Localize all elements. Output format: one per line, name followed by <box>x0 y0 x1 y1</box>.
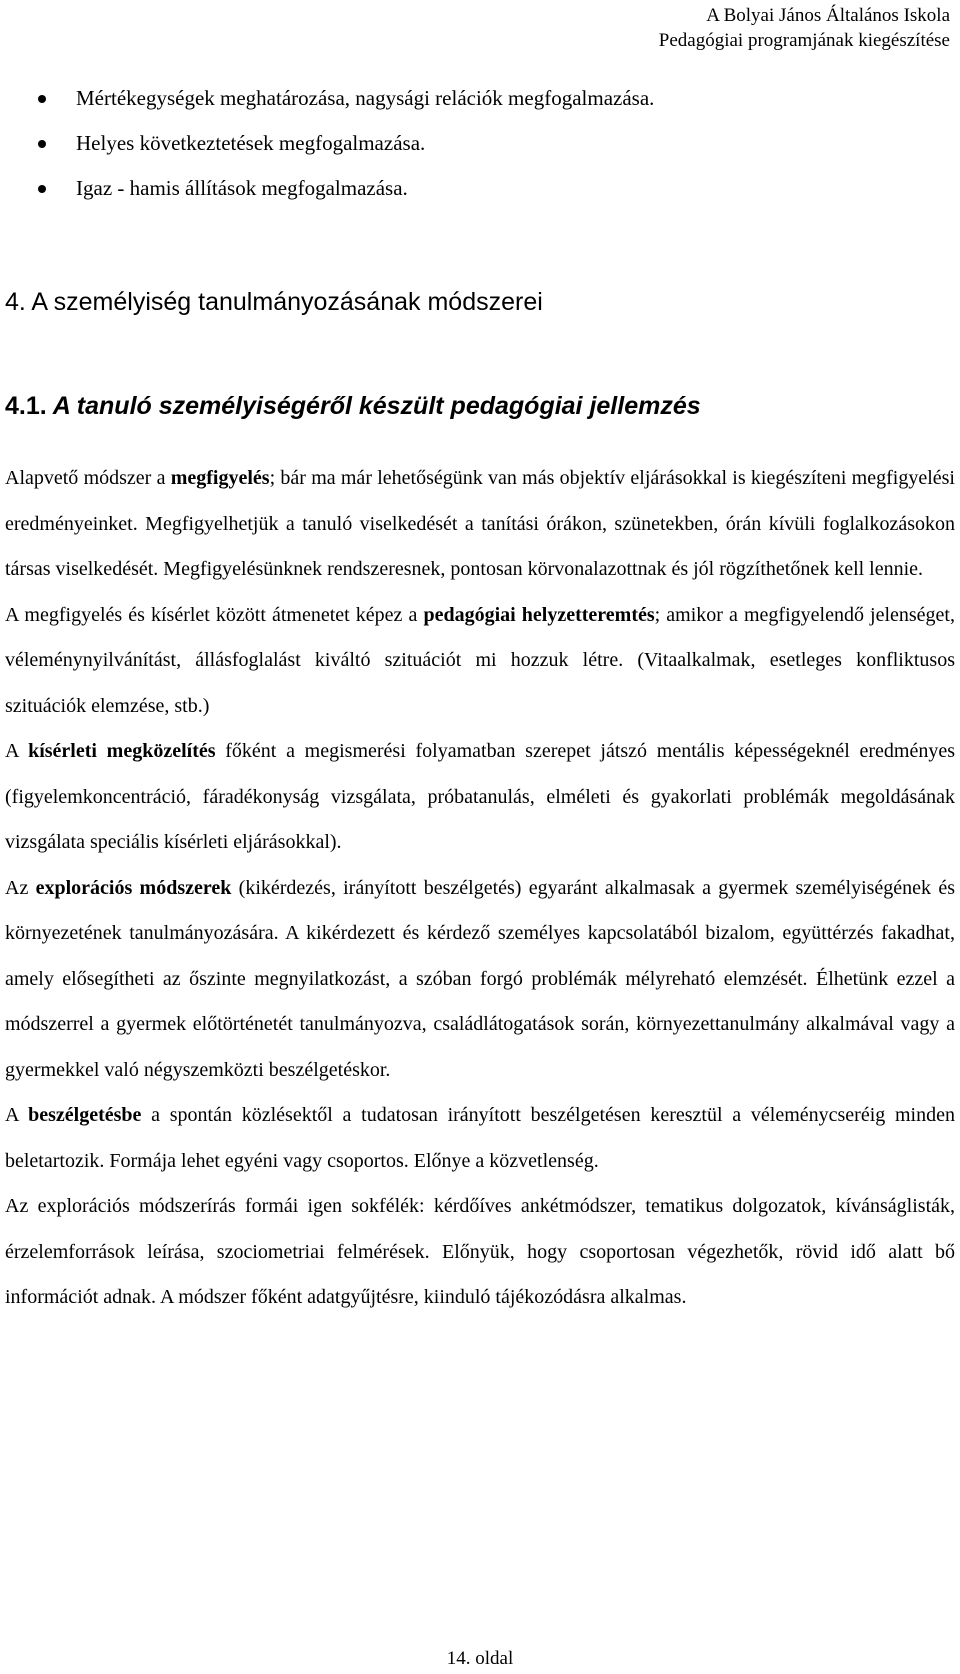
paragraph-conversation <box>5 1093 955 1184</box>
subsection-title: A tanuló személyiségéről készült pedagógiai jellemzés <box>52 392 701 420</box>
page-header <box>659 3 950 53</box>
list-item <box>38 166 938 211</box>
subsection-heading <box>5 391 701 421</box>
paragraph-text: főként a megismerési folyamatban szerepet játszó mentális képességeknél eredményes (figyelemkoncentráció, fáradékonyság vizsgálata, próbatanulás, elméleti és gyakorlati problémák megoldásának vizsgálata speciális kísérleti eljárásokkal). <box>5 740 956 853</box>
paragraph-text: ; amikor a megfigyelendő jelenséget, véleménynyilvánítást, állásfoglalást kiváltó szituációt mi hozzuk létre. (Vitaalkalmak, esetleges konfliktusos szituációk elemzése, stb.) <box>5 603 955 717</box>
paragraph-text: A <box>5 740 29 762</box>
header-document-title: Pedagógiai programjának kiegészítése <box>658 30 950 51</box>
list-item-text: Igaz - hamis állítások megfogalmazása. <box>76 176 408 200</box>
page-number: 14. oldal <box>446 1648 514 1669</box>
bullet-icon <box>38 185 46 193</box>
bullet-list <box>38 76 938 211</box>
paragraph-text: A <box>5 1104 29 1126</box>
bold-term: beszélgetésbe <box>28 1104 142 1126</box>
list-item <box>38 76 938 121</box>
paragraph-text: A megfigyelés és kísérlet között átmenetet képez a <box>5 603 424 626</box>
bold-term: kísérleti megközelítés <box>28 740 216 762</box>
bold-term: explorációs módszerek <box>35 876 232 899</box>
paragraph-text: ; bár ma már lehetőségünk van más objektív eljárásokkal is kiegészíteni megfigyelési eredményeinket. Megfigyelhetjük a tanuló viselkedését a tanítási órákon, szünetekben, órán kívüli foglalkozásokon társas viselkedését. Megfigyelésünknek rendszeresnek, pontosan körvonalazottnak és jól rögzíthetőnek kell lennie. <box>5 467 955 580</box>
paragraph-text: Alapvető módszer a <box>5 467 171 489</box>
paragraph-text: (kikérdezés, irányított beszélgetés) egyaránt alkalmasak a gyermek személyiségének és környezetének tanulmányozására. A kikérdezett és kérdező személyes kapcsolatából bizalom, együttérzés fakadhat, amely elősegítheti az őszinte megnyilatkozást, a szóban forgó problémák mélyreható elemzését. Élhetünk ezzel a módszerrel a gyermek előtörténetét tanulmányozva, családlátogatások során, környezettanulmány alkalmával vagy a gyermekkel való négyszemközti beszélgetéskor. <box>5 876 955 1081</box>
paragraph-situation <box>5 593 955 730</box>
paragraph-exploration <box>5 866 955 1094</box>
bold-term: pedagógiai helyzetteremtés <box>423 603 655 626</box>
bullet-icon <box>38 95 46 103</box>
bold-term: megfigyelés <box>170 467 270 489</box>
header-school-name: A Bolyai János Általános Iskola <box>706 5 950 26</box>
list-item-text: Mértékegységek meghatározása, nagysági relációk megfogalmazása. <box>76 86 655 110</box>
paragraph-text: a spontán közlésektől a tudatosan irányított beszélgetésen keresztül a véleménycseréig minden beletartozik. Formája lehet egyéni vagy csoportos. Előnye a közvetlenség. <box>5 1104 955 1172</box>
section-heading: 4. A személyiség tanulmányozásának módszerei <box>5 288 543 316</box>
subsection-number: 4.1. <box>5 392 47 420</box>
paragraph-text: Az <box>5 876 36 899</box>
paragraph-experiment <box>5 729 955 866</box>
body-text <box>5 456 955 1321</box>
list-item-text: Helyes következtetések megfogalmazása. <box>76 131 426 155</box>
paragraph-written-exploration: Az explorációs módszerírás formái igen sokfélék: kérdőíves ankétmódszer, tematikus dolgozatok, kívánságlisták, érzelemforrások leírása, szociometriai felmérések. Előnyük, hogy csoportosan végezhetők, rövid idő alatt bő információt adnak. A módszer főként adatgyűjtésre, kiinduló tájékozódásra alkalmas. <box>5 1195 955 1308</box>
list-item <box>38 121 938 166</box>
bullet-icon <box>38 140 46 148</box>
paragraph-observation <box>5 456 955 593</box>
